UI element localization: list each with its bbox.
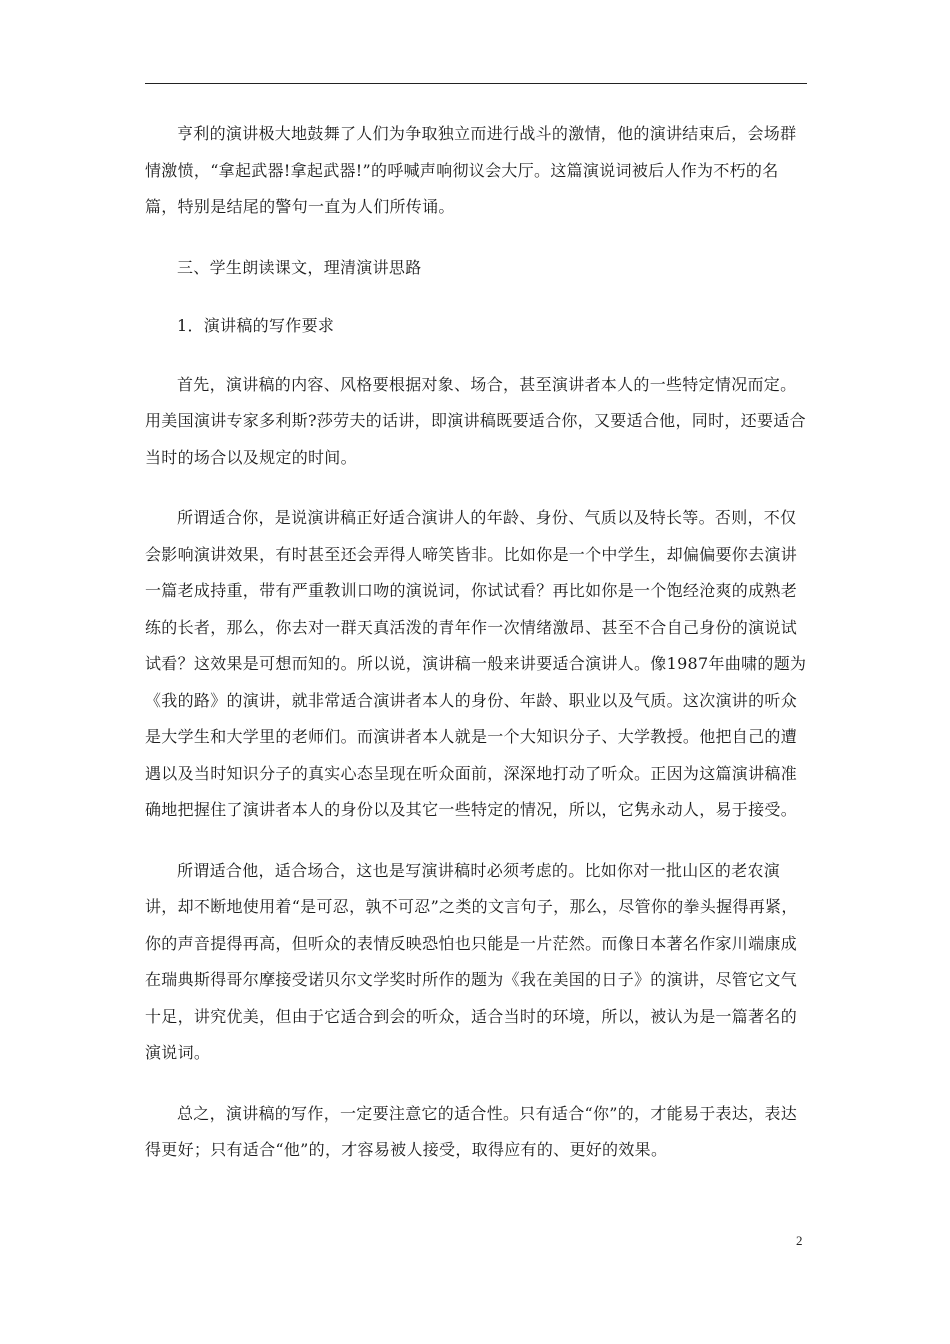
- header-rule: [145, 83, 807, 84]
- subsection-heading-1: 1．演讲稿的写作要求: [177, 316, 335, 335]
- paragraph-suit-audience: 所谓适合他，适合场合，这也是写演讲稿时必须考虑的。比如你对一批山区的老农演讲，却不断地使用着“是可忍，孰不可忍”之类的文言句子，那么，尽管你的拳头握得再紧，你的声音提得再高，但听众的表情反映恐怕也只能是一片茫然。而像日本著名作家川端康成在瑞典斯得哥尔摩接受诺贝尔文学奖时所作的题为《我在美国的日子》的演讲，尽管它文气十足，讲究优美，但由于它适合到会的听众，适合当时的环境，所以，被认为是一篇著名的演说词。: [145, 860, 798, 1062]
- page-number: 2: [796, 1233, 803, 1248]
- paragraph-henry-speech: 亨利的演讲极大地鼓舞了人们为争取独立而进行战斗的激情，他的演讲结束后，会场群情激愤，“拿起武器!拿起武器!”的呼喊声响彻议会大厅。这篇演说词被后人作为不朽的名篇，特别是结尾的警句一直为人们所传诵。: [145, 124, 797, 216]
- document-body: [145, 116, 807, 1169]
- paragraph-conclusion: 总之，演讲稿的写作，一定要注意它的适合性。只有适合“你”的，才能易于表达，表达得更好；只有适合“他”的，才容易被人接受，取得应有的、更好的效果。: [145, 1103, 798, 1159]
- section-heading-3: 三、学生朗读课文，理清演讲思路: [177, 257, 422, 277]
- paragraph-suit-you: 所谓适合你，是说演讲稿正好适合演讲人的年龄、身份、气质以及特长等。否则，不仅会影响演讲效果，有时甚至还会弄得人啼笑皆非。比如你是一个中学生，却偏偏要你去演讲一篇老成持重，带有严重教训口吻的演说词，你试试看？再比如你是一个饱经沧爽的成熟老练的长者，那么，你去对一群天真活泼的青年作一次情绪激昂、甚至不合自己身份的演说试试看？这效果是可想而知的。所以说，演讲稿一般来讲要适合演讲人。像1987年曲啸的题为《我的路》的演讲，就非常适合演讲者本人的身份、年龄、职业以及气质。这次演讲的听众是大学生和大学里的老师们。而演讲者本人就是一个大知识分子、大学教授。他把自己的遭遇以及当时知识分子的真实心态呈现在听众面前，深深地打动了听众。正因为这篇演讲稿准确地把握住了演讲者本人的身份以及其它一些特定的情况，所以，它隽永动人，易于接受。: [145, 508, 807, 819]
- paragraph-first-requirement: 首先，演讲稿的内容、风格要根据对象、场合，甚至演讲者本人的一些特定情况而定。用美国演讲专家多利斯?莎劳夫的话讲，即演讲稿既要适合你，又要适合他，同时，还要适合当时的场合以及规定的时间。: [145, 374, 806, 467]
